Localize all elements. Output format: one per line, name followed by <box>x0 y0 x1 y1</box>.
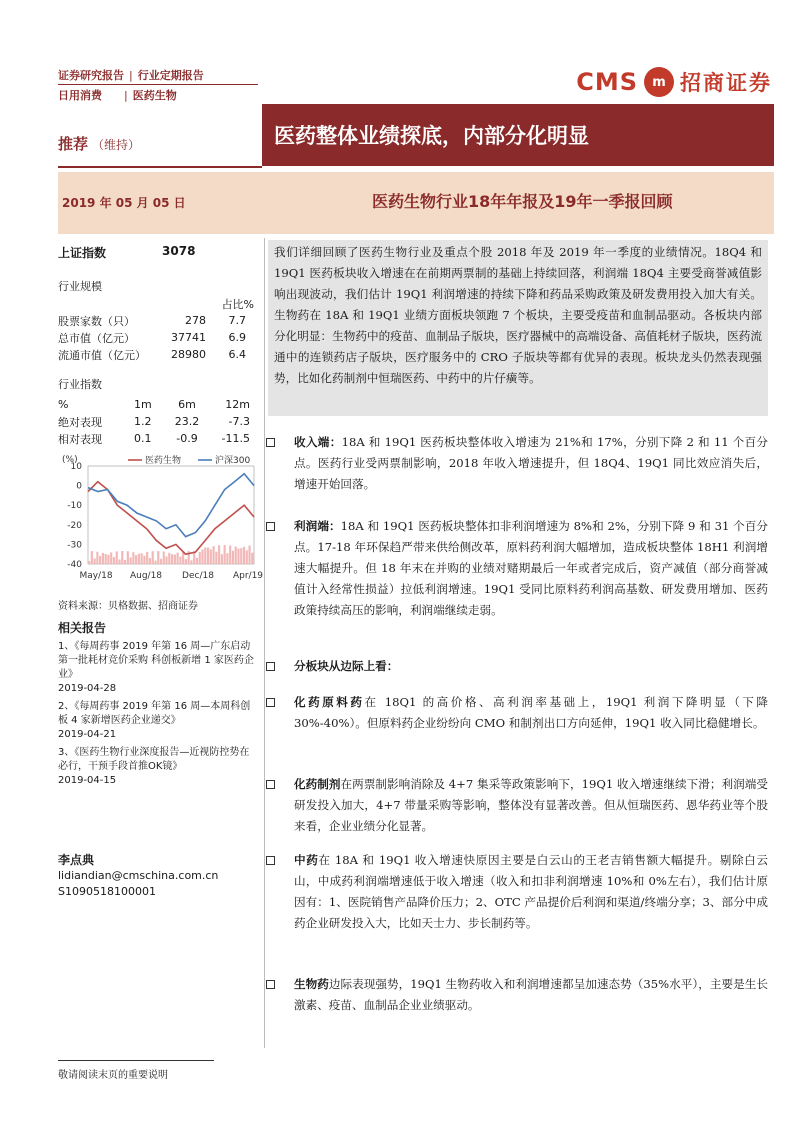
checkbox-bullet-icon <box>266 438 275 447</box>
perf-title: 行业指数 <box>58 378 102 391</box>
checkbox-bullet-icon <box>266 980 275 989</box>
perf-table <box>58 396 254 447</box>
legend-label: 医药生物 <box>145 456 182 466</box>
volume-bar <box>171 554 173 564</box>
volume-bar <box>146 552 148 564</box>
column-divider <box>264 238 265 1048</box>
volume-bar <box>221 554 223 564</box>
volume-bar <box>154 561 156 564</box>
series-line-沪深300 <box>88 474 254 537</box>
y-axis-label: (%) <box>62 455 78 465</box>
volume-bar <box>135 555 137 564</box>
volume-bar <box>121 551 123 564</box>
index-label: 上证指数 <box>58 246 107 260</box>
volume-bar <box>204 547 206 564</box>
table-row: 绝对表现 1.2 23.2 -7.3 <box>58 415 250 429</box>
volume-bar <box>143 556 145 564</box>
tag-pharma: 医药生物 <box>132 89 177 102</box>
volume-bar <box>102 553 104 564</box>
volume-bar <box>224 545 226 564</box>
logo-text-cn: 招商证券 <box>680 71 772 95</box>
footer-note: 敬请阅读末页的重要说明 <box>58 1070 168 1081</box>
volume-bar <box>248 546 250 564</box>
volume-bar <box>235 547 237 564</box>
company-logo <box>576 62 772 102</box>
volume-bar <box>199 552 201 564</box>
volume-bar <box>127 551 129 564</box>
volume-bar <box>210 549 212 564</box>
volume-bar <box>132 552 134 564</box>
tag-consumer: 日用消费 <box>58 89 102 102</box>
volume-bar <box>229 545 231 564</box>
volume-bar <box>152 551 154 564</box>
volume-bar <box>160 559 162 564</box>
table-row: 相对表现 0.1 -0.9 -11.5 <box>58 432 250 446</box>
volume-bar <box>213 546 215 564</box>
analyst-email[interactable]: lidiandian@cmschina.com.cn <box>58 869 219 882</box>
volume-bar <box>105 554 107 564</box>
volume-bar <box>190 560 192 564</box>
y-tick-label: -30 <box>67 540 82 551</box>
volume-bar <box>237 549 239 564</box>
volume-bar <box>215 552 217 564</box>
tag-periodic-report: 行业定期报告 <box>137 69 204 82</box>
volume-bar <box>99 556 101 564</box>
rating <box>58 133 140 154</box>
volume-bar <box>88 561 90 564</box>
volume-bar <box>251 553 253 564</box>
volume-bar <box>118 560 120 564</box>
volume-bar <box>207 548 209 564</box>
y-tick-label: 10 <box>70 462 82 472</box>
scale-title: 行业规模 <box>58 280 102 293</box>
volume-bar <box>168 553 170 564</box>
volume-bar <box>232 551 234 564</box>
volume-bar <box>113 557 115 564</box>
x-tick-label: May/18 <box>79 571 113 581</box>
analyst-info <box>58 852 218 900</box>
tag-research-report: 证券研究报告 <box>58 69 124 82</box>
scale-col-header: 占比% <box>221 297 255 311</box>
checkbox-bullet-icon <box>266 662 275 671</box>
checkbox-bullet-icon <box>266 780 275 789</box>
volume-bar <box>138 554 140 564</box>
table-row: 股票家数（只） 278 7.7 <box>58 314 246 328</box>
list-item[interactable]: 2、《每周药事 2019 年第 16 周—本周科创板 4 家新增医药企业递交》 2019-04-21 <box>58 701 251 740</box>
series-line-医药生物 <box>88 482 254 555</box>
y-tick-label: -10 <box>67 501 82 512</box>
list-item[interactable]: 1、《每周药事 2019 年第 16 周—广东启动第一批耗材竞价采购 科创板新增 1 家医药企业》 2019-04-28 <box>58 641 254 694</box>
performance-chart <box>58 452 264 584</box>
volume-bar <box>141 553 143 564</box>
volume-bar <box>91 551 93 564</box>
volume-bar <box>240 548 242 564</box>
logo-text-en: CMS <box>576 68 638 96</box>
volume-bar <box>243 547 245 564</box>
volume-bar <box>201 549 203 564</box>
checkbox-bullet-icon <box>266 698 275 707</box>
x-tick-label: Apr/19 <box>232 571 264 581</box>
related-reports <box>58 640 258 792</box>
volume-bar <box>149 558 151 564</box>
logo-emblem-icon: m <box>644 67 674 97</box>
rating-label: 推荐 <box>58 135 89 153</box>
volume-bar <box>246 550 248 564</box>
rating-underline <box>58 166 262 168</box>
y-tick-label: 0 <box>76 481 82 492</box>
summary-box: 我们详细回顾了医药生物行业及重点个股 2018 年及 2019 年一季度的业绩情况。18Q4 和 19Q1 医药板块收入增速在在前期两票制的基础上持续回落，利润端 18Q4 主要受商誉减值影响出现波动，我们估计 19Q1 利润增速的持续下降和药品采购政策及研发费用投入加大有关。生物药在 18A 和 19Q1 业绩方面板块领跑 7 个板块，主要受疫苗和血制品驱动。各板块内部分化明显：生物药中的疫苗、血制品子版块，医疗器械中的高端设备、高值耗材子版块，医药流通中的连锁药店子版块，医疗服务中的 CRO 子版块等都有优异的表现。板块龙头仍然表现强势，比如化药制剂中恒瑞医药、中药中的片仔癀等。 <box>268 240 768 416</box>
table-row: 流通市值（亿元） 28980 6.4 <box>58 348 246 362</box>
volume-bar <box>177 553 179 564</box>
volume-bar <box>96 552 98 564</box>
legend-label: 沪深300 <box>215 456 251 466</box>
chart-source: 资料来源：贝格数据、招商证券 <box>58 601 198 612</box>
scale-table <box>58 295 254 363</box>
table-row: 总市值（亿元） 37741 6.9 <box>58 331 246 345</box>
checkbox-bullet-icon <box>266 522 275 531</box>
volume-bar <box>185 559 187 564</box>
checkbox-bullet-icon <box>266 856 275 865</box>
footer-rule <box>58 1060 214 1061</box>
table-header: % 1m 6m 12m <box>58 398 250 411</box>
report-title: 医药整体业绩探底，内部分化明显 <box>262 104 774 166</box>
volume-bar <box>110 552 112 564</box>
index-row <box>58 244 254 261</box>
rating-note: （维持） <box>92 138 141 152</box>
volume-bar <box>218 545 220 564</box>
analyst-name: 李点典 <box>58 853 95 867</box>
y-tick-label: -20 <box>67 520 82 531</box>
volume-bar <box>174 555 176 564</box>
volume-bar <box>163 552 165 564</box>
volume-bar <box>107 555 109 564</box>
volume-bar <box>179 557 181 564</box>
volume-bar <box>196 558 198 564</box>
analyst-id: S1090518100001 <box>58 885 156 898</box>
x-tick-label: Aug/18 <box>129 571 163 581</box>
x-tick-label: Dec/18 <box>182 571 214 581</box>
volume-bar <box>124 560 126 564</box>
volume-bar <box>226 553 228 564</box>
report-date: 2019 年 05 月 05 日 <box>62 196 186 210</box>
y-tick-label: -40 <box>67 560 82 570</box>
volume-bar <box>94 558 96 564</box>
related-title: 相关报告 <box>58 621 107 635</box>
report-type-tags: 证券研究报告 | 行业定期报告 日用消费 | 医药生物 <box>58 69 204 102</box>
volume-bar <box>130 557 132 564</box>
report-subtitle: 医药生物行业18年年报及19年一季报回顾 <box>372 192 673 211</box>
volume-bar <box>116 551 118 564</box>
index-value: 3078 <box>162 244 196 258</box>
volume-bar <box>165 556 167 564</box>
volume-bar <box>157 551 159 564</box>
header-divider <box>58 84 258 85</box>
list-item[interactable]: 3、《医药生物行业深度报告—近视防控势在必行，干预手段首推OK镜》 2019-04-15 <box>58 747 250 786</box>
